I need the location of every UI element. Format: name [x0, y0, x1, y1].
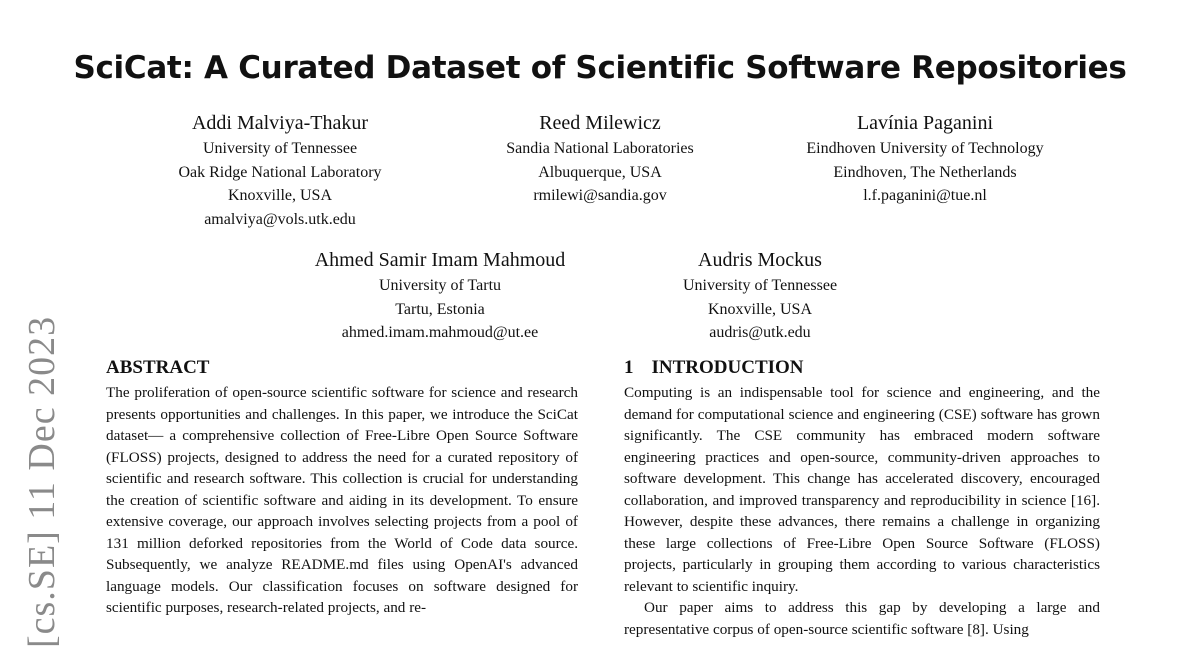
author-affiliation: University of Tennessee: [202, 140, 358, 157]
author-affiliation: University of Tennessee: [682, 277, 838, 294]
introduction-section: [624, 356, 1100, 640]
author-email: ahmed.imam.mahmoud@ut.ee: [341, 324, 539, 341]
author-block: [640, 247, 880, 345]
section-number: 1: [624, 357, 634, 378]
abstract-text: The proliferation of open-source scientific software for science and research presents opportunities and challenges. In this paper, we introduce the SciCat dataset— a comprehensive collection of Free-Libre Open Source Software (FLOSS) projects, designed to address the need for a curated repository of scientific and research software. This collection is crucial for understanding the creation of scientific software and aiding in its development. To ensure extensive coverage, our approach involves selecting projects from a pool of 131 million deforked repositories from the World of Code data source. Subsequently, we analyze README.md files using OpenAI's advanced language models. Our classification focuses on software designed for scientific purposes, research-related projects, and re-: [106, 384, 578, 616]
author-name: Reed Milewicz: [539, 112, 661, 134]
author-block: [130, 110, 430, 231]
author-name: Addi Malviya-Thakur: [191, 112, 369, 134]
introduction-paragraph: Computing is an indispensable tool for science and engineering, and the demand for computational science and engineering (CSE) software has grown significantly. The CSE community has embraced modern software engineering practices and open-source, community-driven approaches to software development. This change has accelerated discovery, encouraged collaboration, and improved transparency and reproducibility in science [16]. However, despite these advances, there remains a challenge in organizing these large collections of Free-Libre Open Source Software (FLOSS) projects, particularly in grouping them according to various characteristics relevant to scientific inquiry.: [624, 384, 1100, 595]
introduction-paragraph: Our paper aims to address this gap by developing a large and representative corpus of open-source scientific software [8]. Using: [624, 599, 1100, 638]
author-block: [280, 247, 600, 345]
author-block: [460, 110, 740, 208]
author-name: Lavínia Paganini: [856, 112, 994, 134]
author-location: Eindhoven, The Netherlands: [833, 163, 1017, 181]
author-name: Audris Mockus: [698, 249, 822, 271]
author-email: amalviya@vols.utk.edu: [204, 210, 356, 228]
abstract-section: [106, 356, 578, 619]
author-location: Knoxville, USA: [228, 187, 332, 204]
arxiv-side-stamp: [cs.SE] 11 Dec 2023: [21, 315, 63, 648]
author-email: audris@utk.edu: [709, 324, 811, 341]
author-affiliation: Oak Ridge National Laboratory: [178, 163, 382, 181]
author-name: Ahmed Samir Imam Mahmoud: [314, 249, 566, 271]
introduction-heading: [624, 356, 1100, 380]
author-location: Knoxville, USA: [708, 300, 812, 318]
author-email: l.f.paganini@tue.nl: [863, 187, 987, 204]
author-affiliation: Eindhoven University of Technology: [806, 140, 1044, 157]
abstract-heading: ABSTRACT: [106, 357, 210, 378]
author-affiliation: University of Tartu: [378, 277, 502, 294]
author-location: Albuquerque, USA: [538, 163, 662, 181]
paper-title: SciCat: A Curated Dataset of Scientific Software Repositories: [73, 50, 1127, 86]
author-affiliation: Sandia National Laboratories: [506, 140, 694, 157]
author-location: Tartu, Estonia: [395, 300, 485, 318]
author-block: [760, 110, 1090, 208]
author-email: rmilewi@sandia.gov: [533, 187, 667, 204]
section-title: INTRODUCTION: [651, 357, 804, 378]
